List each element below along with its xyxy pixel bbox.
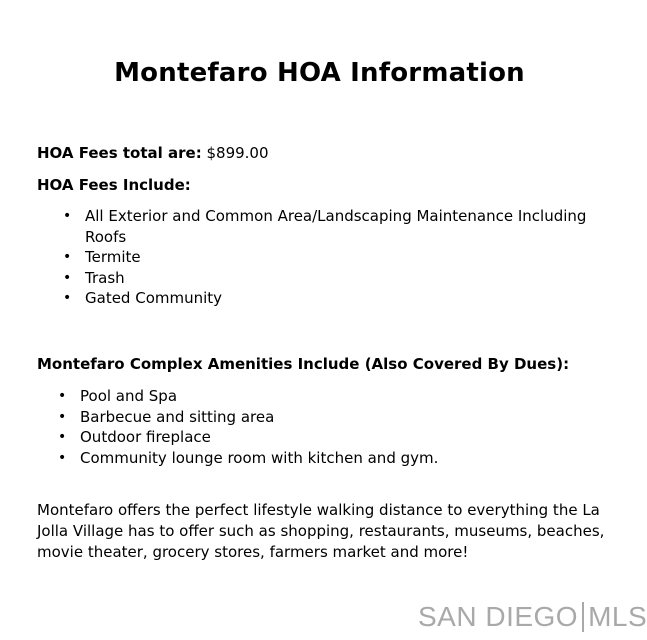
bullet-icon: •	[58, 449, 67, 466]
list-item	[63, 268, 593, 289]
watermark-divider	[582, 602, 584, 632]
list-item-text: Gated Community	[85, 289, 223, 307]
list-item-text: Trash	[85, 268, 125, 287]
list-item	[58, 427, 598, 448]
bullet-icon: •	[63, 208, 72, 224]
list-item-text: Termite	[85, 248, 141, 266]
san-diego-mls-watermark	[418, 601, 647, 633]
bullet-icon: •	[58, 388, 67, 404]
page-title: Montefaro HOA Information	[114, 58, 525, 88]
list-item	[58, 407, 598, 428]
list-item	[63, 288, 593, 309]
hoa-fees-line	[37, 143, 269, 163]
bullet-icon: •	[63, 269, 72, 286]
description-paragraph: Montefaro offers the perfect lifestyle walking distance to everything the La Jolla Village has to offer such as shopping, restaurants, museums, beaches, movie theater, grocery stores, farmers market and more!	[37, 501, 605, 561]
list-item-text: Pool and Spa	[80, 387, 178, 405]
bullet-icon: •	[58, 408, 67, 425]
watermark-left-text: SAN DIEGO	[418, 601, 579, 632]
list-item-text: All Exterior and Common Area/Landscaping Maintenance Including Roofs	[85, 207, 587, 246]
list-item	[58, 448, 598, 469]
list-item-text: Outdoor fireplace	[80, 428, 211, 446]
bullet-icon: •	[58, 429, 67, 445]
hoa-fees-value: $899.00	[206, 144, 269, 162]
hoa-fees-label: HOA Fees total are:	[37, 144, 202, 162]
list-item	[63, 247, 593, 268]
list-item	[63, 206, 593, 247]
fees-include-list	[63, 206, 593, 309]
watermark-right-text: MLS	[588, 601, 647, 632]
fees-include-heading: HOA Fees Include:	[37, 176, 191, 194]
bullet-icon: •	[63, 249, 72, 265]
list-item-text: Barbecue and sitting area	[80, 407, 275, 426]
bullet-icon: •	[63, 290, 72, 306]
amenities-list	[58, 386, 598, 468]
list-item	[58, 386, 598, 407]
amenities-heading: Montefaro Complex Amenities Include (Also Covered By Dues):	[37, 355, 570, 373]
list-item-text: Community lounge room with kitchen and gym.	[80, 448, 439, 467]
